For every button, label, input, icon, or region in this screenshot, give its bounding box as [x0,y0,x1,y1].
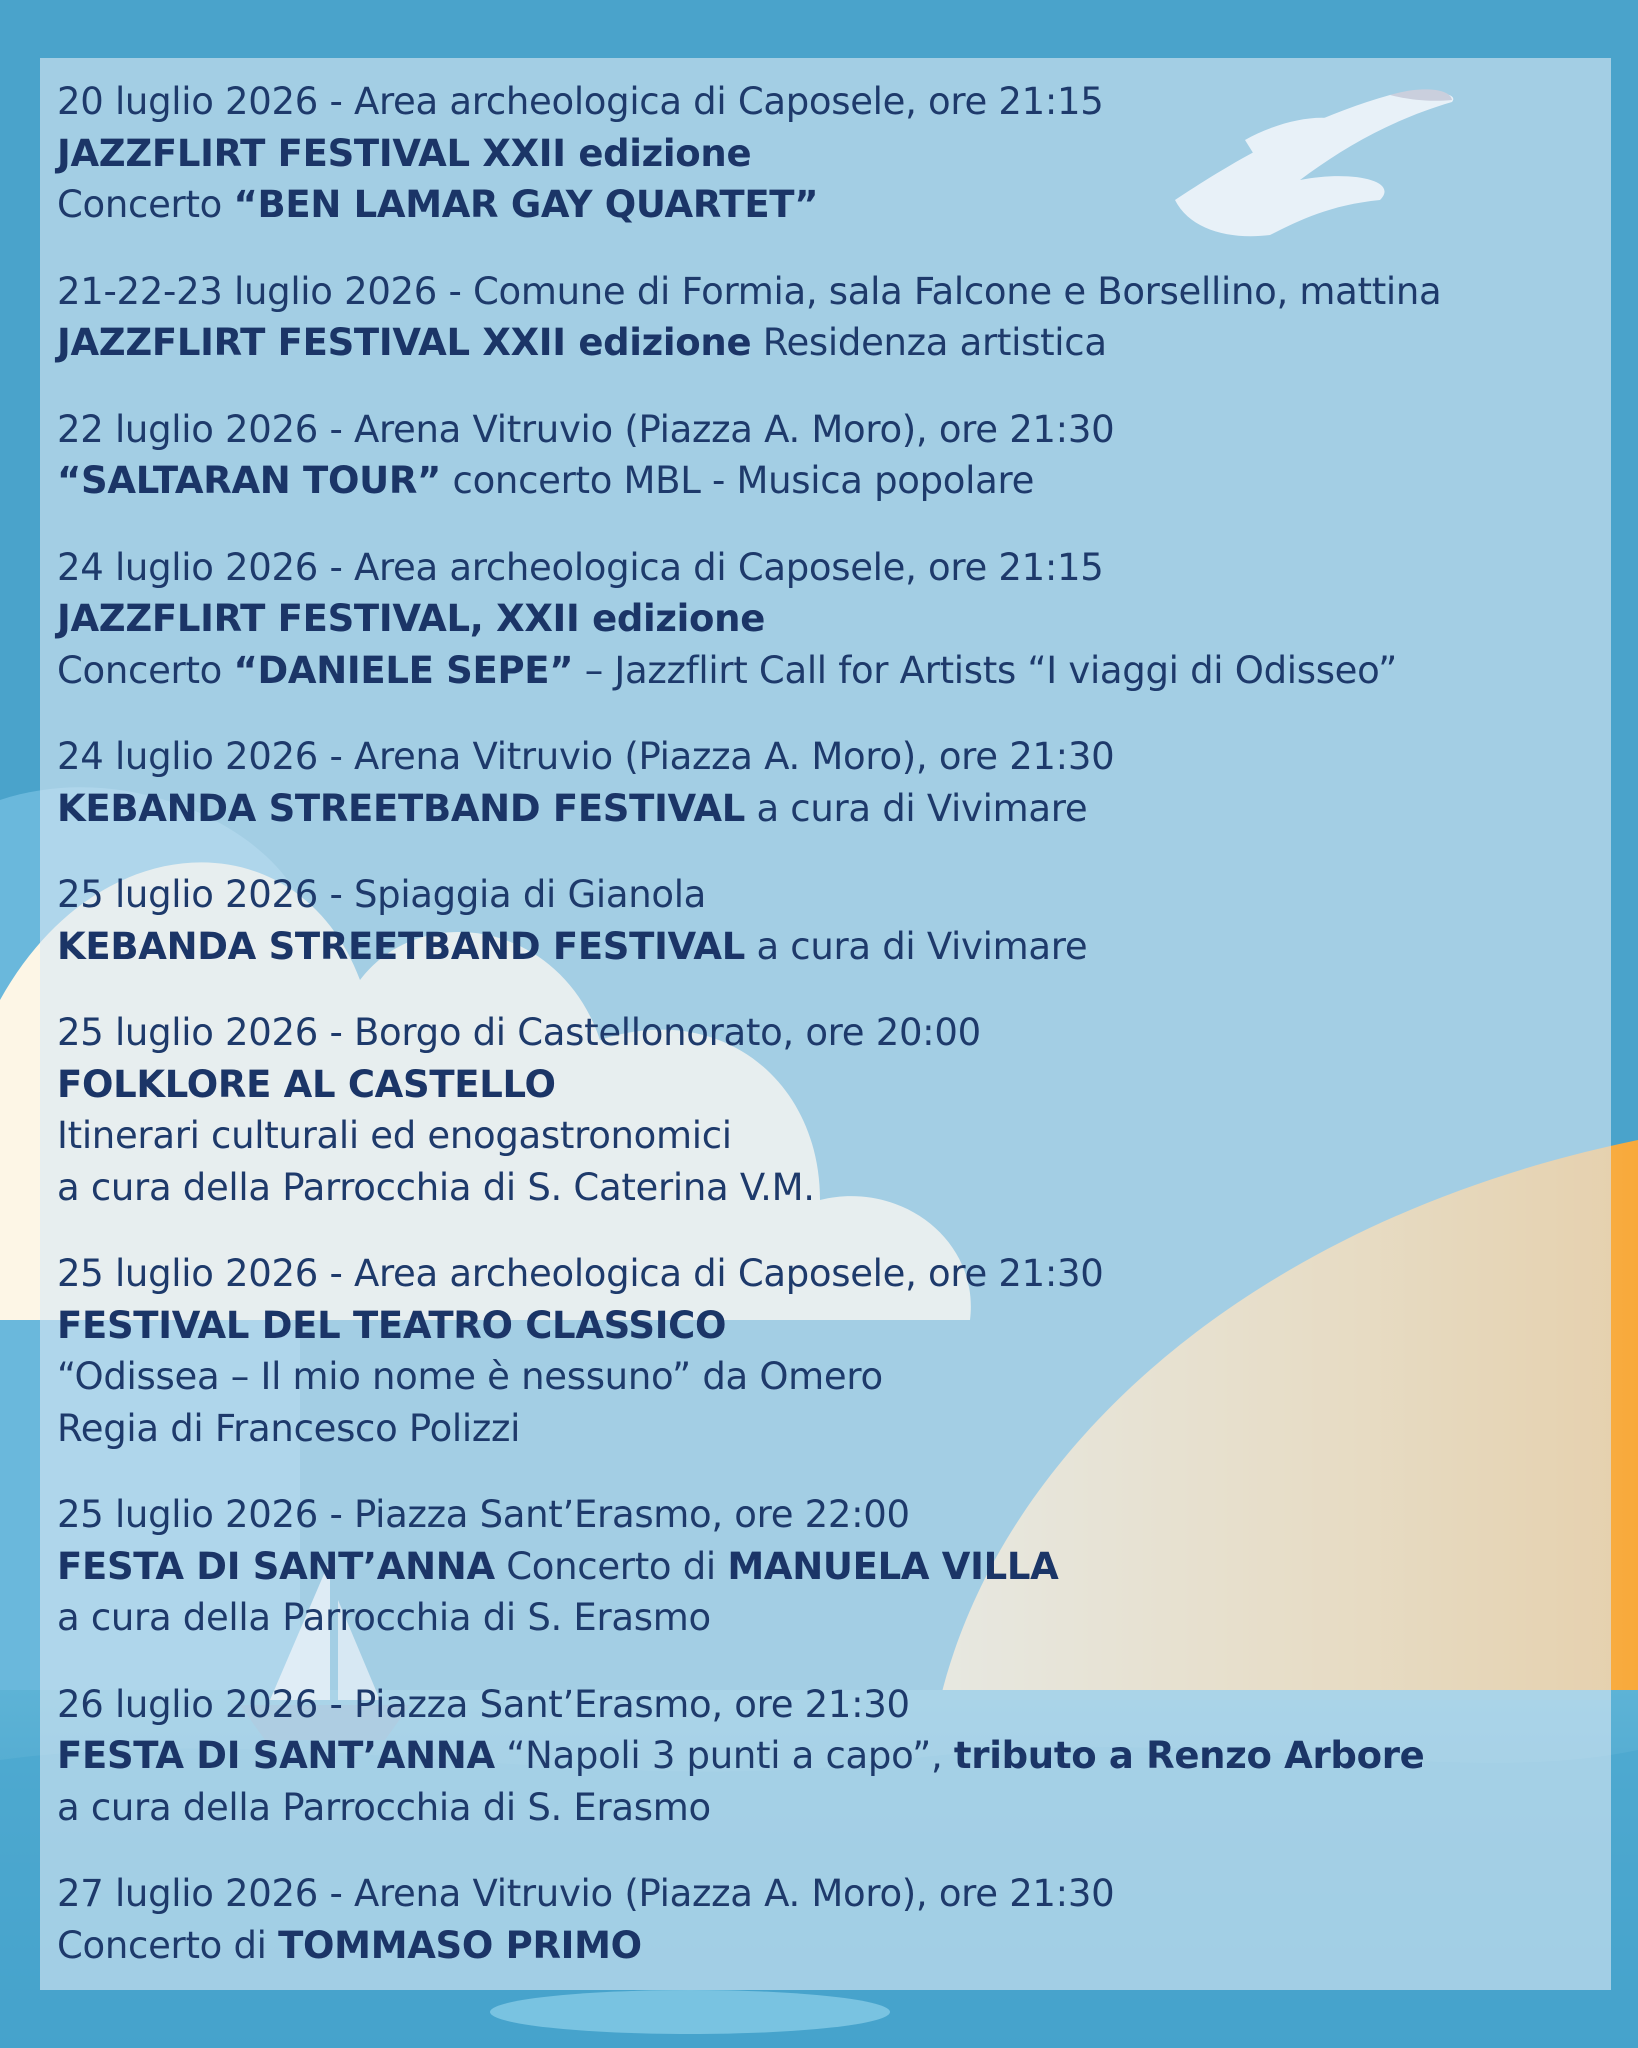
event-title-line [57,1541,1602,1593]
event-item [57,542,1602,697]
event-item [57,869,1602,972]
event-organizer: a cura della Parrocchia di S. Erasmo [57,1596,711,1639]
event-performer: “BEN LAMAR GAY QUARTET” [233,183,819,226]
event-item [57,1868,1602,1971]
event-title-line [57,783,1602,835]
event-detail-suffix: – Jazzflirt Call for Artists “I viaggi di Odisseo” [573,648,1398,692]
event-item [57,1679,1602,1834]
event-performer: “DANIELE SEPE” [233,648,574,692]
event-title: JAZZFLIRT FESTIVAL XXII edizione [57,131,752,175]
event-description: Itinerari culturali ed enogastronomici [57,1114,732,1157]
event-title: JAZZFLIRT FESTIVAL, XXII edizione [57,597,766,640]
event-item [57,1248,1602,1454]
event-organizer: a cura della Parrocchia di S. Caterina V.M. [57,1165,815,1209]
event-date-line: 20 luglio 2026 - Area archeologica di Caposele, ore 21:15 [57,80,1104,123]
event-director: Regia di Francesco Polizzi [57,1406,521,1450]
event-date-line: 25 luglio 2026 - Piazza Sant’Erasmo, ore 22:00 [57,1493,910,1536]
event-item [57,1489,1602,1644]
event-item [57,731,1602,834]
event-title-suffix: Concerto di [494,1544,728,1588]
event-title-suffix: a cura di Vivimare [744,786,1088,830]
event-title: FOLKLORE AL CASTELLO [57,1062,556,1106]
event-title-line [57,921,1602,973]
event-title: FESTIVAL DEL TEATRO CLASSICO [57,1303,727,1347]
event-title: KEBANDA STREETBAND FESTIVAL [57,786,745,830]
event-performer: tributo a Renzo Arbore [953,1734,1425,1777]
event-title: “SALTARAN TOUR” [57,459,442,502]
event-item [57,1007,1602,1213]
event-date-line: 22 luglio 2026 - Arena Vitruvio (Piazza A. Moro), ore 21:30 [57,407,1115,451]
event-list [57,76,1602,2006]
event-date-line: 25 luglio 2026 - Area archeologica di Caposele, ore 21:30 [57,1252,1104,1295]
event-date-line: 24 luglio 2026 - Arena Vitruvio (Piazza A. Moro), ore 21:30 [57,735,1115,778]
event-item [57,404,1602,507]
event-detail [57,179,1602,231]
event-title-line [57,1730,1602,1782]
event-organizer: a cura della Parrocchia di S. Erasmo [57,1785,711,1829]
event-detail [57,645,1602,697]
event-title-suffix: concerto MBL - Musica popolare [441,459,1035,502]
event-date-line: 24 luglio 2026 - Area archeologica di Caposele, ore 21:15 [57,545,1104,589]
event-date-line: 25 luglio 2026 - Borgo di Castellonorato, ore 20:00 [57,1011,981,1054]
event-title: FESTA DI SANT’ANNA [57,1544,495,1588]
event-date-line: 21-22-23 luglio 2026 - Comune di Formia, sala Falcone e Borsellino, mattina [57,269,1442,313]
event-detail-prefix: Concerto di [57,1923,279,1967]
event-description: “Odissea – Il mio nome è nessuno” da Omero [57,1355,883,1398]
event-title: JAZZFLIRT FESTIVAL XXII edizione [57,321,752,364]
event-title-suffix: a cura di Vivimare [744,924,1088,968]
event-item [57,266,1602,369]
event-title-line [57,455,1602,507]
event-title: KEBANDA STREETBAND FESTIVAL [57,924,745,968]
event-date-line: 27 luglio 2026 - Arena Vitruvio (Piazza A. Moro), ore 21:30 [57,1872,1115,1915]
event-performer: TOMMASO PRIMO [278,1923,642,1967]
event-title-suffix: Residenza artistica [751,321,1107,364]
event-performer: MANUELA VILLA [727,1544,1059,1588]
event-date-line: 26 luglio 2026 - Piazza Sant’Erasmo, ore 21:30 [57,1682,910,1726]
event-item [57,76,1602,231]
event-detail-prefix: Concerto [57,648,234,692]
event-date-line: 25 luglio 2026 - Spiaggia di Gianola [57,873,707,916]
event-detail [57,1920,1602,1972]
event-title: FESTA DI SANT’ANNA [57,1734,495,1777]
event-detail-prefix: Concerto [57,183,234,226]
event-title-suffix: “Napoli 3 punti a capo”, [494,1734,954,1777]
event-title-line [57,317,1602,369]
